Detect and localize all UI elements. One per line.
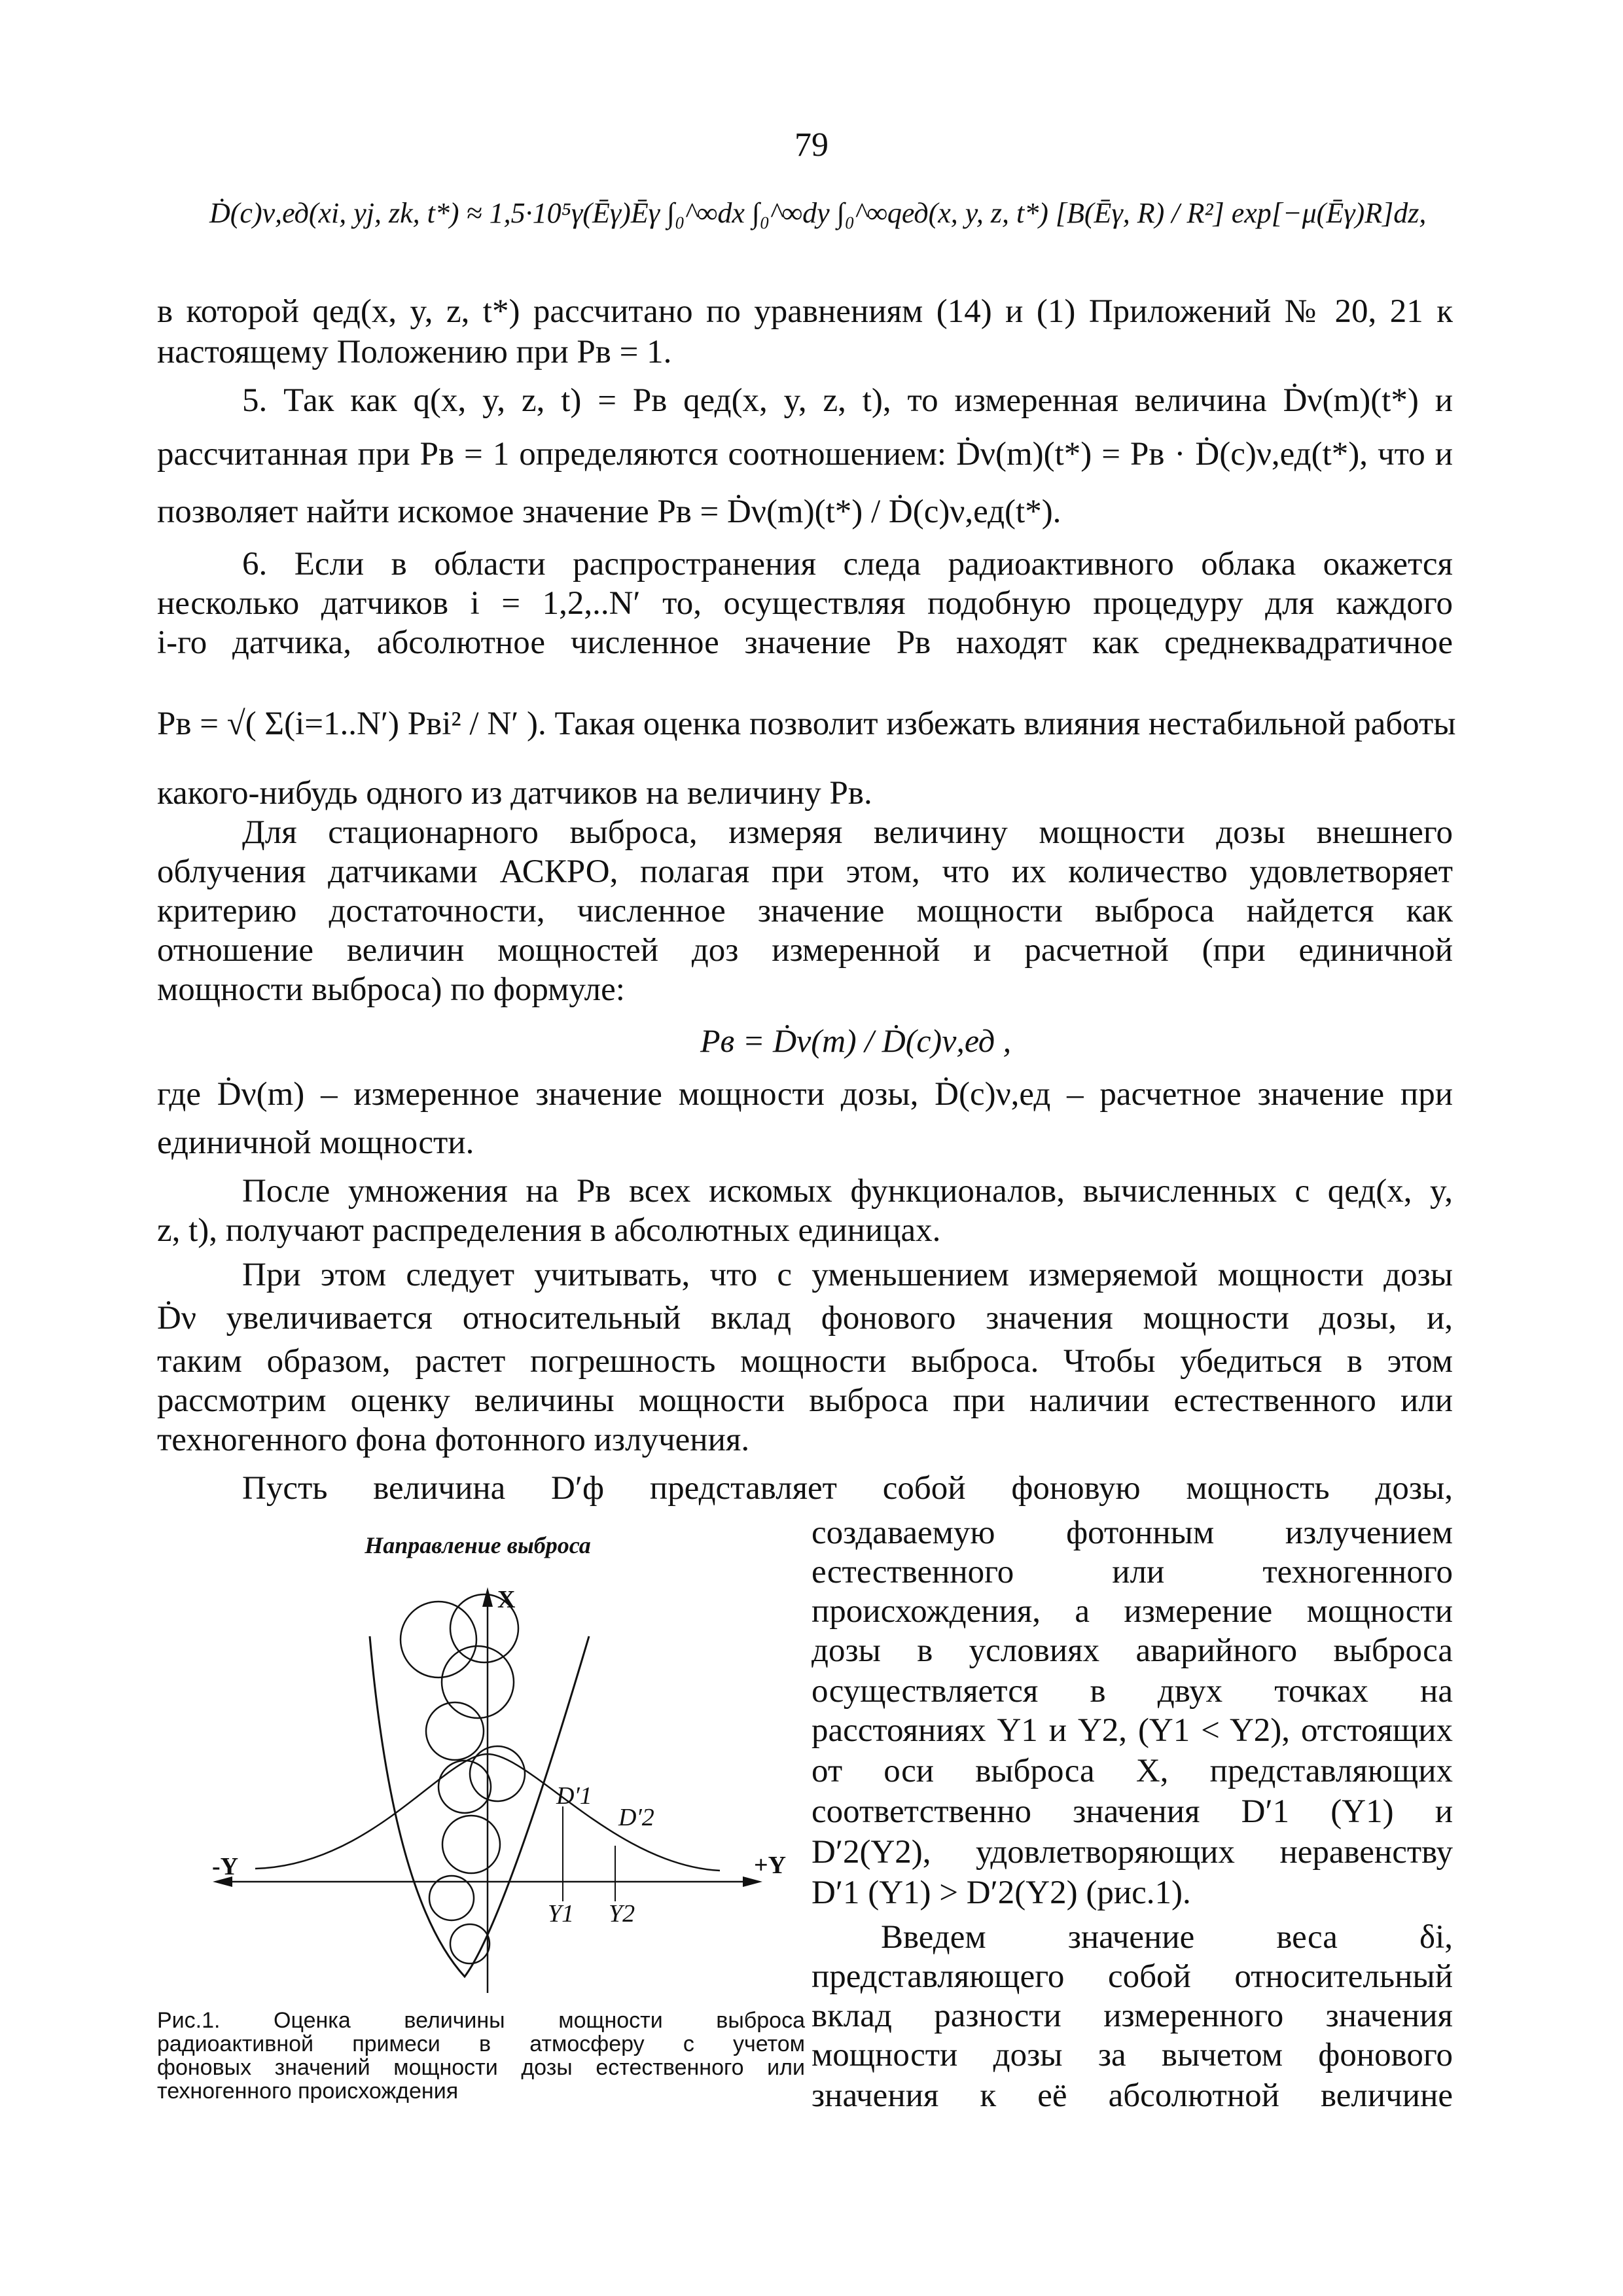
caption-line: радиоактивной примеси в атмосферу с учетом xyxy=(157,2032,805,2056)
text-line: рассмотрим оценку величины мощности выброса при наличии естественного или xyxy=(157,1382,1453,1419)
x-axis-arrow xyxy=(482,1587,493,1607)
text-line: какого-нибудь одного из датчиков на величину Pв. xyxy=(157,775,872,812)
text-line: После умножения на Pв всех искомых функционалов, вычисленных с qед(x, y, xyxy=(242,1173,1453,1210)
text-line: 6. Если в области распространения следа радиоактивного облака окажется xyxy=(242,546,1453,583)
caption-line: фоновых значений мощности дозы естественного или xyxy=(157,2055,805,2080)
axis-minus-y-label: -Y xyxy=(212,1853,239,1880)
text-line: дозы в условиях аварийного выброса xyxy=(812,1632,1453,1669)
label-y1: Y1 xyxy=(548,1900,575,1928)
page-number: 79 xyxy=(794,126,829,164)
text-line: естественного или техногенного xyxy=(812,1554,1453,1590)
label-d1: D′1 xyxy=(556,1782,592,1810)
caption-line: техногенного происхождения xyxy=(157,2079,459,2104)
puff xyxy=(442,1646,514,1718)
text-line: осуществляется в двух точках на xyxy=(812,1673,1453,1710)
text-line: Введем значение веса δi, xyxy=(881,1919,1453,1956)
puff xyxy=(442,1816,500,1873)
puff xyxy=(426,1702,484,1760)
dose-rate-formula: Ḋ(c)ν,ед(xi, yj, zk, t*) ≈ 1,5·10⁵γ(Ēγ)Ēγ ∫₀^∞dx ∫₀^∞dy ∫₀^∞qед(x, y, z, t*) [B(Ēγ, R) / R²] exp[−μ(Ēγ)R]dz, xyxy=(209,197,1427,229)
text-line: где Ḋν(m) – измеренное значение мощности дозы, Ḋ(c)ν,ед – расчетное значение при xyxy=(157,1076,1453,1113)
puff xyxy=(470,1746,525,1801)
text-line: мощности дозы за вычетом фонового xyxy=(812,2037,1453,2073)
text-line: При этом следует учитывать, что с уменьшением измеряемой мощности дозы xyxy=(242,1257,1453,1293)
figure-title: Направление выброса xyxy=(365,1532,591,1558)
label-d2: D′2 xyxy=(618,1804,654,1831)
axis-x-label: X xyxy=(497,1586,516,1613)
label-y2: Y2 xyxy=(609,1900,635,1928)
text-line: несколько датчиков i = 1,2,..N′ то, осуществляя подобную процедуру для каждого xyxy=(157,585,1453,622)
text-line: в которой qед(x, y, z, t*) рассчитано по уравнениям (14) и (1) Приложений № 20, 21 к xyxy=(157,293,1453,330)
text-line: D′2(Y2), удовлетворяющих неравенству xyxy=(812,1834,1453,1871)
text-line: рассчитанная при Pв = 1 определяются соотношением: Ḋν(m)(t*) = Pв · Ḋ(c)ν,ед(t*), что и xyxy=(157,436,1453,473)
text-line: отношение величин мощностей доз измеренной и расчетной (при единичной xyxy=(157,932,1453,969)
text-line: облучения датчиками АСКРО, полагая при этом, что их количество удовлетворяет xyxy=(157,853,1453,890)
text-line: 5. Так как q(x, y, z, t) = Pв qед(x, y, z, t), то измеренная величина Ḋν(m)(t*) и xyxy=(242,382,1453,419)
text-line: критерию достаточности, численное значение мощности выброса найдется как xyxy=(157,893,1453,929)
text-line: от оси выброса X, представляющих xyxy=(812,1753,1453,1789)
text-line: Pв = √( Σ(i=1..N′) Pвi² / N′ ). Такая оценка позволит избежать влияния нестабильной работы xyxy=(157,706,1456,742)
text-line: создаваемую фотонным излучением xyxy=(812,1515,1453,1551)
plume-diagram-svg xyxy=(157,1558,805,2016)
text-line: позволяет найти искомое значение Pв = Ḋν(m)(t*) / Ḋ(c)ν,ед(t*). xyxy=(157,493,1061,530)
text-line: D′1 (Y1) > D′2(Y2) (рис.1). xyxy=(812,1874,1191,1911)
figure-plume-diagram xyxy=(157,1532,805,2003)
text-line: представляющего собой относительный xyxy=(812,1958,1453,1995)
text-line: Пусть величина D′ф представляет собой фоновую мощность дозы, xyxy=(242,1470,1453,1507)
puff xyxy=(438,1761,491,1813)
text-line: вклад разности измеренного значения xyxy=(812,1998,1453,2034)
text-line: соответственно значения D′1 (Y1) и xyxy=(812,1793,1453,1830)
pv-formula: Pв = Ḋν(m) / Ḋ(c)ν,ед , xyxy=(700,1022,1012,1059)
text-line: i-го датчика, абсолютное численное значение Pв находят как среднеквадратичное xyxy=(157,624,1453,661)
axis-plus-y-label: +Y xyxy=(754,1852,787,1879)
text-line: происхождения, а измерение мощности xyxy=(812,1593,1453,1630)
text-line: Ḋν увеличивается относительный вклад фонового значения мощности дозы, и, xyxy=(157,1300,1453,1336)
text-line: Для стационарного выброса, измеряя величину мощности дозы внешнего xyxy=(242,814,1453,851)
text-line: z, t), получают распределения в абсолютных единицах. xyxy=(157,1212,941,1249)
text-line: значения к её абсолютной величине xyxy=(812,2077,1453,2114)
text-line: единичной мощности. xyxy=(157,1124,474,1161)
text-line: расстояниях Y1 и Y2, (Y1 < Y2), отстоящих xyxy=(812,1712,1453,1749)
caption-line: Рис.1. Оценка величины мощности выброса xyxy=(157,2008,805,2033)
text-line: мощности выброса) по формуле: xyxy=(157,971,625,1008)
text-line: настоящему Положению при Pв = 1. xyxy=(157,334,672,370)
puff xyxy=(401,1602,476,1677)
text-line: таким образом, растет погрешность мощности выброса. Чтобы убедиться в этом xyxy=(157,1343,1453,1380)
text-line: техногенного фона фотонного излучения. xyxy=(157,1422,750,1458)
